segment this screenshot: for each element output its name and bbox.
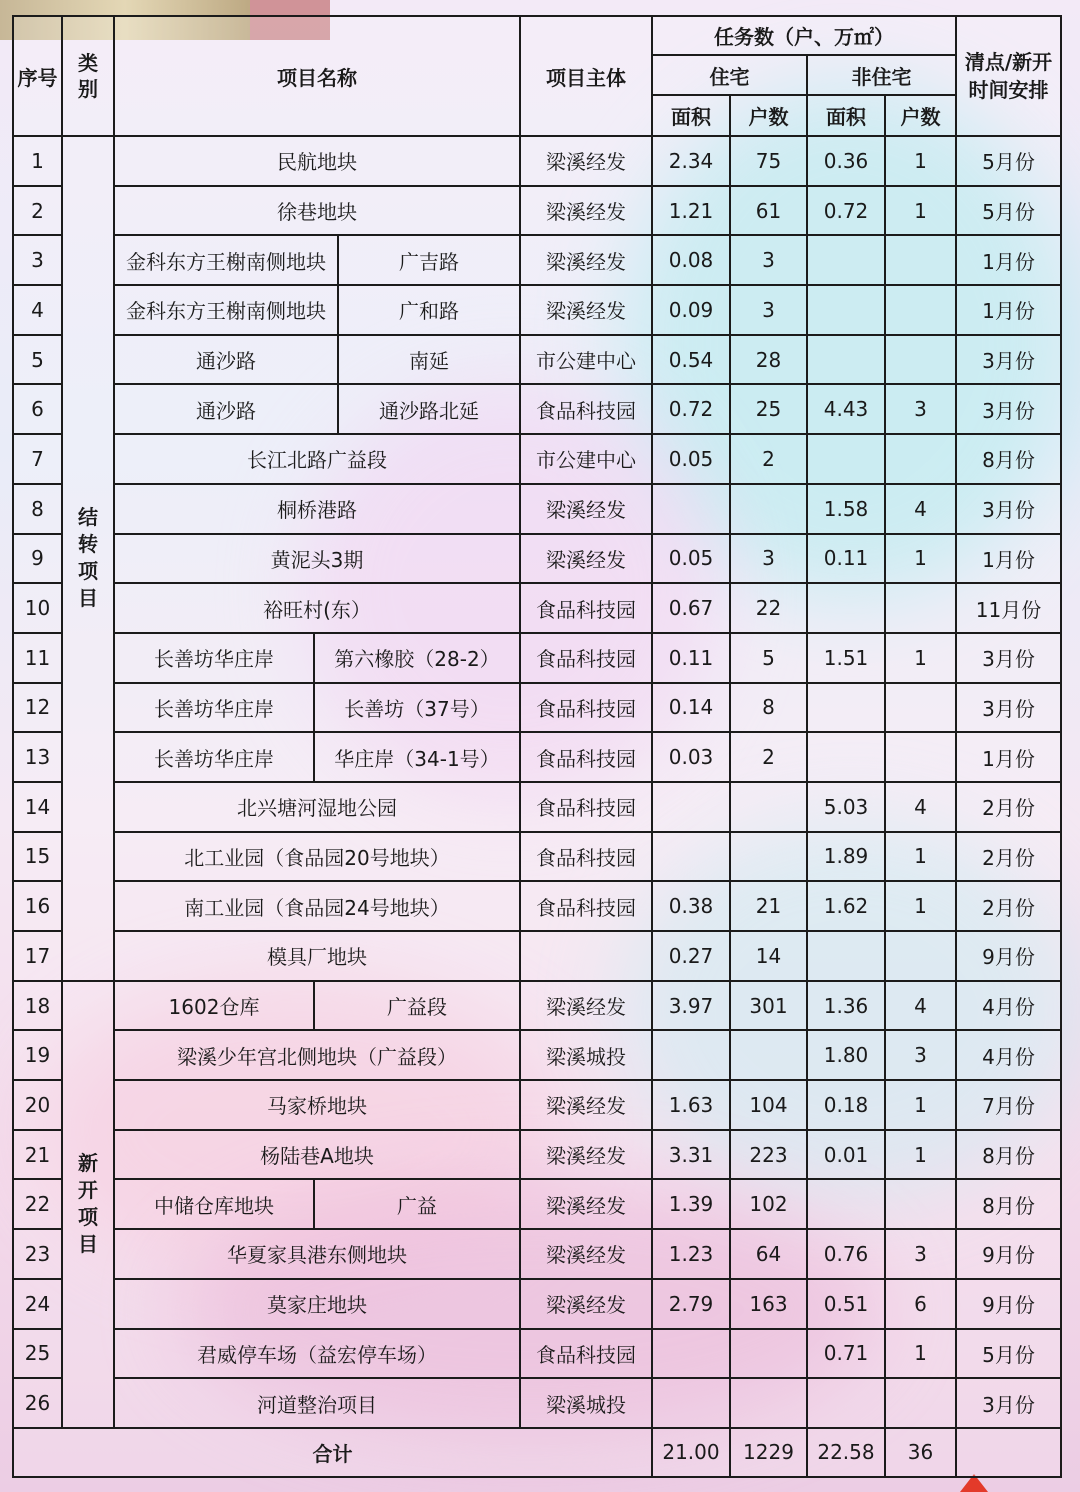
residential-area <box>652 782 730 832</box>
header-non-households: 户数 <box>885 95 956 136</box>
table-row <box>13 881 1061 931</box>
residential-area: 0.38 <box>652 881 730 931</box>
residential-area <box>652 484 730 534</box>
table-header <box>13 16 1061 136</box>
row-seq: 13 <box>13 732 62 782</box>
residential-area: 0.08 <box>652 235 730 285</box>
header-project-name: 项目名称 <box>114 16 520 136</box>
non-residential-households: 1 <box>885 1080 956 1130</box>
project-entity: 梁溪经发 <box>520 534 652 584</box>
non-residential-households <box>885 583 956 633</box>
non-residential-area: 0.18 <box>807 1080 885 1130</box>
project-sub-name: 广益段 <box>314 981 520 1031</box>
non-residential-households: 3 <box>885 1030 956 1080</box>
project-entity: 食品科技园 <box>520 881 652 931</box>
header-project-entity: 项目主体 <box>520 16 652 136</box>
residential-households: 14 <box>730 931 807 981</box>
non-residential-area <box>807 732 885 782</box>
non-residential-area: 0.11 <box>807 534 885 584</box>
header-category: 类 别 <box>62 16 114 136</box>
residential-households: 223 <box>730 1130 807 1180</box>
non-residential-households: 1 <box>885 1329 956 1379</box>
project-entity: 梁溪经发 <box>520 1229 652 1279</box>
residential-households: 2 <box>730 732 807 782</box>
non-residential-households: 1 <box>885 881 956 931</box>
non-residential-households: 3 <box>885 1229 956 1279</box>
non-residential-households <box>885 434 956 484</box>
total-non-residential-households: 36 <box>885 1428 956 1477</box>
table-row <box>13 285 1061 335</box>
header-res-area: 面积 <box>652 95 730 136</box>
table-row <box>13 235 1061 285</box>
residential-households: 8 <box>730 683 807 733</box>
row-seq: 8 <box>13 484 62 534</box>
project-entity: 食品科技园 <box>520 1329 652 1379</box>
non-residential-households: 1 <box>885 186 956 236</box>
non-residential-households <box>885 931 956 981</box>
residential-households <box>730 1030 807 1080</box>
non-residential-area <box>807 1378 885 1428</box>
residential-households: 3 <box>730 285 807 335</box>
residential-households: 163 <box>730 1279 807 1329</box>
residential-area: 1.23 <box>652 1229 730 1279</box>
table-row <box>13 683 1061 733</box>
residential-area: 1.39 <box>652 1179 730 1229</box>
row-seq: 18 <box>13 981 62 1031</box>
non-residential-area: 0.01 <box>807 1130 885 1180</box>
schedule: 1月份 <box>956 534 1061 584</box>
non-residential-area <box>807 931 885 981</box>
project-entity: 食品科技园 <box>520 732 652 782</box>
table-row <box>13 1378 1061 1428</box>
table-row <box>13 186 1061 236</box>
residential-households: 75 <box>730 136 807 186</box>
row-seq: 7 <box>13 434 62 484</box>
residential-households <box>730 782 807 832</box>
residential-area: 0.27 <box>652 931 730 981</box>
row-seq: 26 <box>13 1378 62 1428</box>
non-residential-area <box>807 583 885 633</box>
table-row <box>13 484 1061 534</box>
non-residential-households <box>885 732 956 782</box>
row-seq: 1 <box>13 136 62 186</box>
row-seq: 22 <box>13 1179 62 1229</box>
residential-area: 0.72 <box>652 384 730 434</box>
residential-households <box>730 1329 807 1379</box>
project-entity: 梁溪经发 <box>520 285 652 335</box>
project-entity: 食品科技园 <box>520 782 652 832</box>
project-entity: 梁溪经发 <box>520 1179 652 1229</box>
header-res-households: 户数 <box>730 95 807 136</box>
schedule: 1月份 <box>956 285 1061 335</box>
residential-area: 0.05 <box>652 434 730 484</box>
project-name: 黄泥头3期 <box>114 534 520 584</box>
table-row <box>13 981 1061 1031</box>
project-name: 模具厂地块 <box>114 931 520 981</box>
schedule: 5月份 <box>956 186 1061 236</box>
project-sub-name: 华庄岸（34-1号） <box>314 732 520 782</box>
schedule: 8月份 <box>956 1130 1061 1180</box>
project-entity: 梁溪经发 <box>520 1279 652 1329</box>
project-entity: 食品科技园 <box>520 832 652 882</box>
row-seq: 19 <box>13 1030 62 1080</box>
non-residential-area: 1.51 <box>807 633 885 683</box>
project-name: 桐桥港路 <box>114 484 520 534</box>
schedule: 2月份 <box>956 881 1061 931</box>
non-residential-area <box>807 235 885 285</box>
non-residential-households <box>885 285 956 335</box>
project-entity: 食品科技园 <box>520 583 652 633</box>
schedule: 11月份 <box>956 583 1061 633</box>
project-entity: 食品科技园 <box>520 633 652 683</box>
project-name: 杨陆巷A地块 <box>114 1130 520 1180</box>
residential-area: 0.67 <box>652 583 730 633</box>
non-residential-households <box>885 335 956 385</box>
row-seq: 15 <box>13 832 62 882</box>
project-entity: 梁溪经发 <box>520 136 652 186</box>
non-residential-area: 0.71 <box>807 1329 885 1379</box>
project-name: 裕旺村(东） <box>114 583 520 633</box>
total-residential-area: 21.00 <box>652 1428 730 1477</box>
project-name: 长江北路广益段 <box>114 434 520 484</box>
non-residential-area: 1.80 <box>807 1030 885 1080</box>
project-name: 通沙路 <box>114 384 338 434</box>
schedule: 9月份 <box>956 1279 1061 1329</box>
non-residential-households: 1 <box>885 832 956 882</box>
project-sub-name: 广吉路 <box>338 235 520 285</box>
non-residential-households: 1 <box>885 534 956 584</box>
table-row <box>13 583 1061 633</box>
non-residential-area: 0.72 <box>807 186 885 236</box>
project-name: 长善坊华庄岸 <box>114 683 314 733</box>
schedule: 3月份 <box>956 683 1061 733</box>
row-seq: 12 <box>13 683 62 733</box>
project-entity: 市公建中心 <box>520 335 652 385</box>
project-entity: 梁溪经发 <box>520 1080 652 1130</box>
schedule: 2月份 <box>956 782 1061 832</box>
residential-area: 0.09 <box>652 285 730 335</box>
project-name: 长善坊华庄岸 <box>114 633 314 683</box>
residential-area: 0.54 <box>652 335 730 385</box>
residential-area: 2.79 <box>652 1279 730 1329</box>
residential-households: 104 <box>730 1080 807 1130</box>
non-residential-area: 0.51 <box>807 1279 885 1329</box>
residential-households: 5 <box>730 633 807 683</box>
schedule: 5月份 <box>956 1329 1061 1379</box>
residential-households: 301 <box>730 981 807 1031</box>
non-residential-area: 4.43 <box>807 384 885 434</box>
project-name: 河道整治项目 <box>114 1378 520 1428</box>
non-residential-households: 1 <box>885 1130 956 1180</box>
category-transfer: 结 转 项 目 <box>62 136 114 981</box>
table-row <box>13 931 1061 981</box>
table-row <box>13 534 1061 584</box>
total-label: 合计 <box>13 1428 652 1477</box>
residential-area <box>652 1329 730 1379</box>
non-residential-area: 1.89 <box>807 832 885 882</box>
non-residential-households: 6 <box>885 1279 956 1329</box>
residential-area: 1.21 <box>652 186 730 236</box>
project-name: 华夏家具港东侧地块 <box>114 1229 520 1279</box>
table-row <box>13 136 1061 186</box>
project-name: 金科东方王榭南侧地块 <box>114 235 338 285</box>
project-name: 金科东方王榭南侧地块 <box>114 285 338 335</box>
header-task-count: 任务数（户、万㎡） <box>652 16 956 55</box>
non-residential-households <box>885 235 956 285</box>
residential-households <box>730 1378 807 1428</box>
schedule: 1月份 <box>956 235 1061 285</box>
residential-households <box>730 484 807 534</box>
table-row <box>13 1229 1061 1279</box>
row-seq: 25 <box>13 1329 62 1379</box>
residential-households: 3 <box>730 534 807 584</box>
header-seq: 序号 <box>13 16 62 136</box>
total-residential-households: 1229 <box>730 1428 807 1477</box>
table-row <box>13 732 1061 782</box>
residential-households: 28 <box>730 335 807 385</box>
non-residential-households: 4 <box>885 782 956 832</box>
non-residential-households <box>885 683 956 733</box>
row-seq: 2 <box>13 186 62 236</box>
residential-area: 0.05 <box>652 534 730 584</box>
project-entity: 食品科技园 <box>520 384 652 434</box>
non-residential-households <box>885 1378 956 1428</box>
row-seq: 21 <box>13 1130 62 1180</box>
schedule: 7月份 <box>956 1080 1061 1130</box>
schedule: 9月份 <box>956 931 1061 981</box>
project-sub-name: 广益 <box>314 1179 520 1229</box>
header-non-area: 面积 <box>807 95 885 136</box>
non-residential-area <box>807 683 885 733</box>
row-seq: 4 <box>13 285 62 335</box>
table-row <box>13 384 1061 434</box>
non-residential-area <box>807 434 885 484</box>
project-entity: 市公建中心 <box>520 434 652 484</box>
row-seq: 9 <box>13 534 62 584</box>
non-residential-households: 4 <box>885 981 956 1031</box>
project-sub-name: 通沙路北延 <box>338 384 520 434</box>
table-row <box>13 1080 1061 1130</box>
schedule: 3月份 <box>956 384 1061 434</box>
residential-households: 3 <box>730 235 807 285</box>
schedule: 8月份 <box>956 434 1061 484</box>
non-residential-households: 1 <box>885 136 956 186</box>
residential-area: 1.63 <box>652 1080 730 1130</box>
project-sub-name: 广和路 <box>338 285 520 335</box>
non-residential-area: 5.03 <box>807 782 885 832</box>
row-seq: 16 <box>13 881 62 931</box>
total-row <box>13 1428 1061 1477</box>
schedule: 4月份 <box>956 981 1061 1031</box>
project-entity: 食品科技园 <box>520 683 652 733</box>
residential-households: 2 <box>730 434 807 484</box>
residential-area: 0.11 <box>652 633 730 683</box>
project-name: 1602仓库 <box>114 981 314 1031</box>
project-name: 君威停车场（益宏停车场） <box>114 1329 520 1379</box>
non-residential-area: 0.36 <box>807 136 885 186</box>
schedule: 5月份 <box>956 136 1061 186</box>
residential-households: 64 <box>730 1229 807 1279</box>
project-sub-name: 长善坊（37号） <box>314 683 520 733</box>
row-seq: 24 <box>13 1279 62 1329</box>
row-seq: 3 <box>13 235 62 285</box>
row-seq: 20 <box>13 1080 62 1130</box>
table-body <box>13 136 1061 1477</box>
residential-households: 102 <box>730 1179 807 1229</box>
non-residential-area: 0.76 <box>807 1229 885 1279</box>
project-entity: 梁溪经发 <box>520 1130 652 1180</box>
row-seq: 11 <box>13 633 62 683</box>
non-residential-area: 1.58 <box>807 484 885 534</box>
schedule: 3月份 <box>956 335 1061 385</box>
project-entity: 梁溪经发 <box>520 235 652 285</box>
residential-area: 3.31 <box>652 1130 730 1180</box>
project-name: 梁溪少年宫北侧地块（广益段） <box>114 1030 520 1080</box>
project-entity: 梁溪经发 <box>520 186 652 236</box>
residential-area: 2.34 <box>652 136 730 186</box>
residential-area: 3.97 <box>652 981 730 1031</box>
project-name: 莫家庄地块 <box>114 1279 520 1329</box>
residential-area <box>652 1030 730 1080</box>
header-schedule: 清点/新开 时间安排 <box>956 16 1061 136</box>
table-row <box>13 1179 1061 1229</box>
residential-households: 21 <box>730 881 807 931</box>
project-name: 马家桥地块 <box>114 1080 520 1130</box>
non-residential-area <box>807 285 885 335</box>
table-row <box>13 633 1061 683</box>
row-seq: 5 <box>13 335 62 385</box>
non-residential-households: 4 <box>885 484 956 534</box>
non-residential-households: 1 <box>885 633 956 683</box>
project-name: 北兴塘河湿地公园 <box>114 782 520 832</box>
schedule: 1月份 <box>956 732 1061 782</box>
row-seq: 23 <box>13 1229 62 1279</box>
table-row <box>13 434 1061 484</box>
schedule: 3月份 <box>956 633 1061 683</box>
non-residential-area <box>807 1179 885 1229</box>
non-residential-households: 3 <box>885 384 956 434</box>
table-row <box>13 1329 1061 1379</box>
project-entity: 梁溪经发 <box>520 981 652 1031</box>
project-entity: 梁溪城投 <box>520 1030 652 1080</box>
project-sub-name: 南延 <box>338 335 520 385</box>
schedule: 4月份 <box>956 1030 1061 1080</box>
non-residential-households <box>885 1179 956 1229</box>
non-residential-area <box>807 335 885 385</box>
category-new: 新 开 项 目 <box>62 981 114 1428</box>
residential-households: 61 <box>730 186 807 236</box>
row-seq: 14 <box>13 782 62 832</box>
project-entity: 梁溪经发 <box>520 484 652 534</box>
project-table <box>12 15 1062 1478</box>
row-seq: 17 <box>13 931 62 981</box>
schedule: 8月份 <box>956 1179 1061 1229</box>
non-residential-area: 1.36 <box>807 981 885 1031</box>
project-name: 南工业园（食品园24号地块） <box>114 881 520 931</box>
residential-area: 0.14 <box>652 683 730 733</box>
total-schedule <box>956 1428 1061 1477</box>
table-row <box>13 1130 1061 1180</box>
row-seq: 10 <box>13 583 62 633</box>
table-row <box>13 832 1061 882</box>
schedule: 3月份 <box>956 1378 1061 1428</box>
row-seq: 6 <box>13 384 62 434</box>
project-sub-name: 第六橡胶（28-2） <box>314 633 520 683</box>
residential-households <box>730 832 807 882</box>
non-residential-area: 1.62 <box>807 881 885 931</box>
header-residential: 住宅 <box>652 55 807 95</box>
table-row <box>13 335 1061 385</box>
project-name: 徐巷地块 <box>114 186 520 236</box>
schedule: 3月份 <box>956 484 1061 534</box>
project-name: 民航地块 <box>114 136 520 186</box>
project-name: 通沙路 <box>114 335 338 385</box>
schedule: 9月份 <box>956 1229 1061 1279</box>
table-row <box>13 782 1061 832</box>
project-name: 北工业园（食品园20号地块） <box>114 832 520 882</box>
table-row <box>13 1279 1061 1329</box>
table-row <box>13 1030 1061 1080</box>
residential-households: 25 <box>730 384 807 434</box>
residential-area: 0.03 <box>652 732 730 782</box>
project-entity: 梁溪城投 <box>520 1378 652 1428</box>
residential-area <box>652 832 730 882</box>
total-non-residential-area: 22.58 <box>807 1428 885 1477</box>
project-entity <box>520 931 652 981</box>
project-name: 中储仓库地块 <box>114 1179 314 1229</box>
project-name: 长善坊华庄岸 <box>114 732 314 782</box>
header-non-residential: 非住宅 <box>807 55 956 95</box>
residential-households: 22 <box>730 583 807 633</box>
schedule: 2月份 <box>956 832 1061 882</box>
residential-area <box>652 1378 730 1428</box>
